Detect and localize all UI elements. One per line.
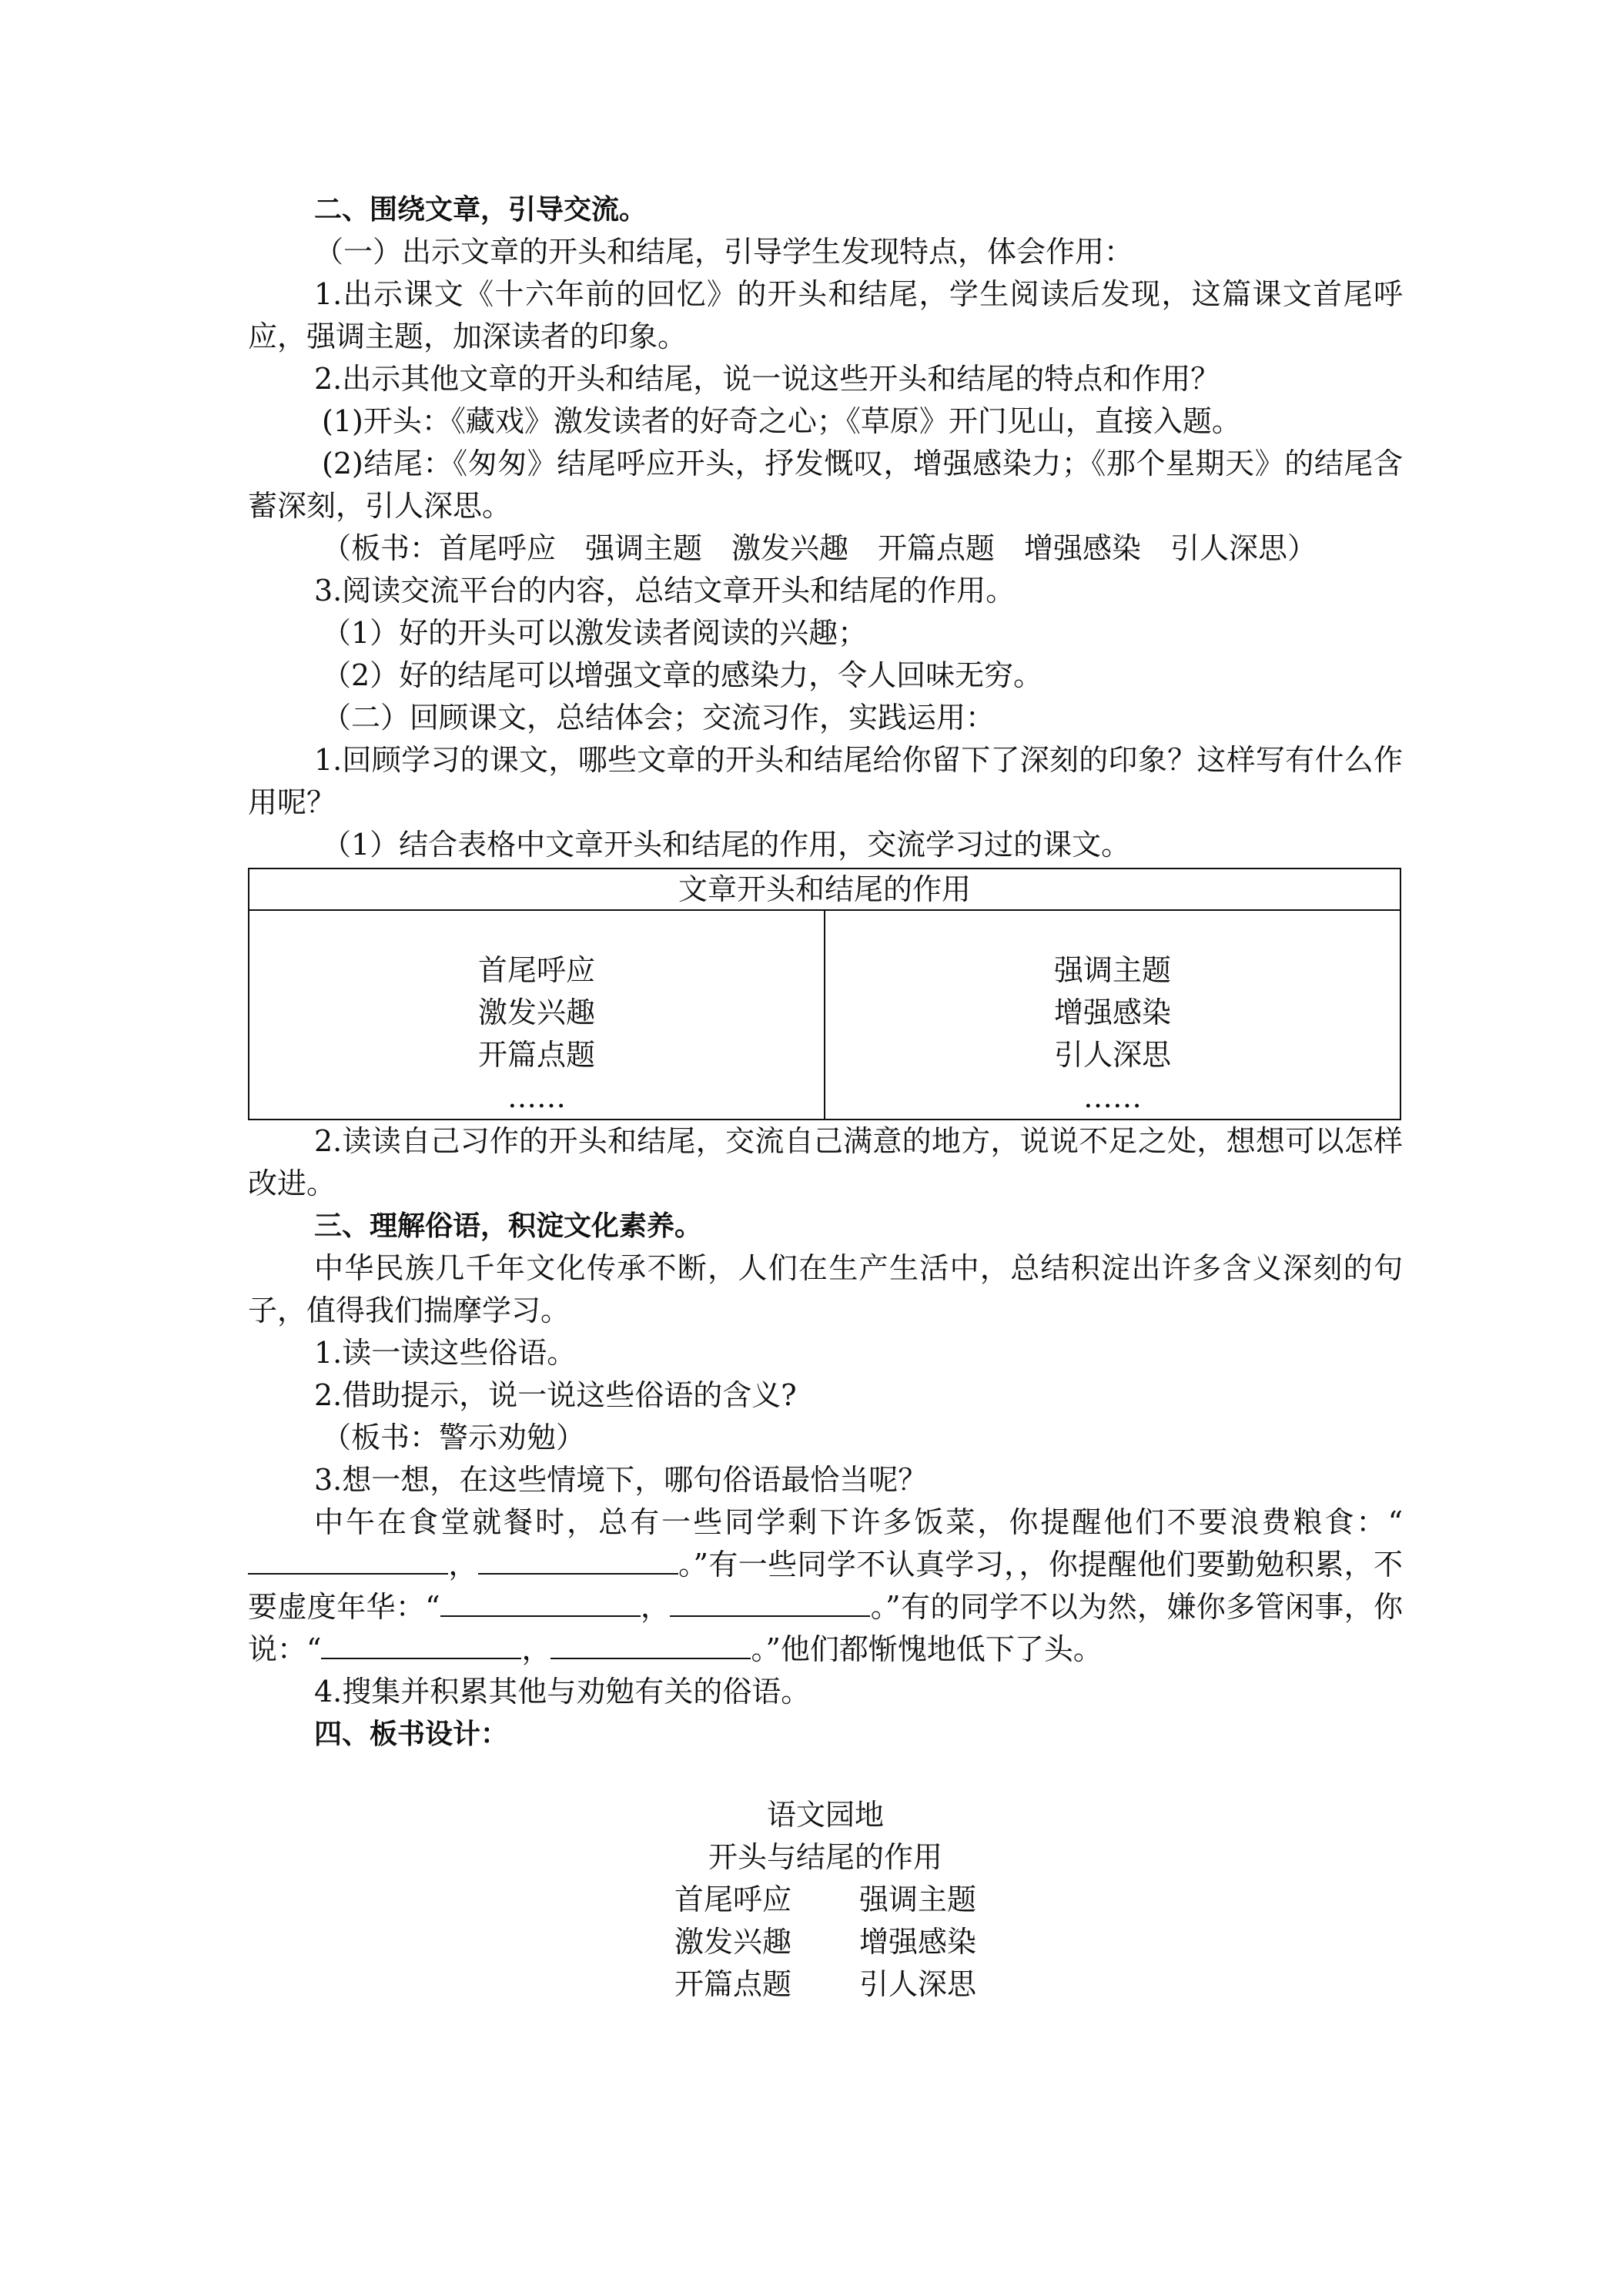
fill-blank[interactable] [248, 1545, 448, 1575]
comma: ， [448, 1548, 478, 1581]
section-heading-3: 三、理解俗语，积淀文化素养。 [314, 1210, 703, 1242]
board-note-2: （板书：警示劝勉） [322, 1421, 586, 1454]
board-subtitle: 开头与结尾的作用 [708, 1840, 942, 1874]
paragraph-item-3-2: （2）好的结尾可以增强文章的感染力，令人回味无穷。 [322, 658, 1043, 692]
paragraph-review-1-1: （1）结合表格中文章开头和结尾的作用，交流学习过的课文。 [322, 828, 1131, 862]
table-cell-right [825, 910, 1400, 1120]
comma: ， [521, 1632, 551, 1666]
board-title: 语文园地 [766, 1798, 884, 1832]
section-heading-4: 四、板书设计： [314, 1719, 509, 1750]
section-heading-2: 二、围绕文章，引导交流。 [314, 194, 648, 226]
paragraph-item-3: 3.阅读交流平台的内容，总结文章开头和结尾的作用。 [314, 574, 1016, 607]
paragraph-item-2-2: (2)结尾：《匆匆》结尾呼应开头，抒发慨叹，增强感染力；《那个星期天》的结尾含蓄深刻，引人深思。 [248, 447, 1403, 523]
board-note-1: （板书：首尾呼应 强调主题 激发兴趣 开篇点题 增强感染 引人深思） [322, 531, 1317, 565]
paragraph-s3-item-4: 4.搜集并积累其他与劝勉有关的俗语。 [314, 1675, 811, 1709]
effects-table [248, 868, 1401, 1120]
table-item: …… [507, 1080, 566, 1114]
board-item: 激发兴趣 [674, 1925, 791, 1959]
paragraph-item-2: 2.出示其他文章的开头和结尾，说一说这些开头和结尾的特点和作用？ [314, 362, 1220, 396]
table-item: 强调主题 [1053, 953, 1171, 987]
board-row [248, 1963, 1403, 2006]
board-item: 引人深思 [859, 1967, 977, 2001]
paragraph-s3-item-3: 3.想一想，在这些情境下，哪句俗语最恰当呢？ [314, 1463, 928, 1497]
scenario-text-c: 。”有的同学不以为然，嫌你多管闲事，你说：“ [248, 1590, 1403, 1666]
paragraph-s3-item-1: 1.读一读这些俗语。 [314, 1336, 577, 1370]
fill-blank[interactable] [478, 1545, 678, 1575]
board-item: 强调主题 [859, 1883, 977, 1916]
paragraph-item-1: 1.出示课文《十六年前的回忆》的开头和结尾，学生阅读后发现，这篇课文首尾呼应，强调主题，加深读者的印象。 [248, 277, 1403, 353]
paragraph-item-2-1: (1)开头：《藏戏》激发读者的好奇之心；《草原》开门见山，直接入题。 [322, 404, 1241, 438]
board-row [248, 1879, 1403, 1921]
table-item: 激发兴趣 [477, 996, 595, 1029]
paragraph-scenario [248, 1501, 1403, 1671]
paragraph-intro: 中华民族几千年文化传承不断，人们在生产生活中，总结积淀出许多含义深刻的句子，值得我们揣摩学习。 [248, 1251, 1403, 1327]
comma: ， [640, 1590, 671, 1624]
board-row [248, 1921, 1403, 1963]
table-item: 引人深思 [1053, 1038, 1171, 1072]
scenario-text-b: 。”有一些同学不认真学习，，你提醒他们要勤勉积累，不要虚度年华：“ [248, 1548, 1403, 1624]
board-item: 增强感染 [859, 1925, 977, 1959]
table-cell-left [249, 910, 825, 1120]
paragraph-review-1: 1.回顾学习的课文，哪些文章的开头和结尾给你留下了深刻的印象？这样写有什么作用呢？ [248, 743, 1403, 819]
paragraph-item-3-1: （1）好的开头可以激发读者阅读的兴趣； [322, 616, 868, 650]
table-item: 首尾呼应 [477, 953, 595, 987]
document-page [248, 189, 1403, 2006]
table-item: …… [1083, 1080, 1142, 1114]
table-title: 文章开头和结尾的作用 [249, 869, 1400, 910]
board-design [248, 1794, 1403, 2006]
subsection-1: （一）出示文章的开头和结尾，引导学生发现特点，体会作用： [314, 235, 1134, 269]
paragraph-review-2: 2.读读自己习作的开头和结尾，交流自己满意的地方，说说不足之处，想想可以怎样改进。 [248, 1124, 1403, 1200]
paragraph-s3-item-2: 2.借助提示，说一说这些俗语的含义? [314, 1378, 797, 1412]
scenario-text-d: 。”他们都惭愧地低下了头。 [751, 1632, 1103, 1666]
fill-blank[interactable] [321, 1630, 521, 1659]
table-item: 增强感染 [1053, 996, 1171, 1029]
subsection-2: （二）回顾课文，总结体会；交流习作，实践运用： [322, 701, 996, 735]
scenario-text-a: 中午在食堂就餐时，总有一些同学剩下许多饭菜，你提醒他们不要浪费粮食：“ [314, 1505, 1403, 1539]
board-item: 开篇点题 [674, 1967, 791, 2001]
fill-blank[interactable] [550, 1630, 751, 1659]
board-item: 首尾呼应 [674, 1883, 791, 1916]
fill-blank[interactable] [670, 1588, 870, 1617]
fill-blank[interactable] [440, 1588, 641, 1617]
table-item: 开篇点题 [477, 1038, 595, 1072]
